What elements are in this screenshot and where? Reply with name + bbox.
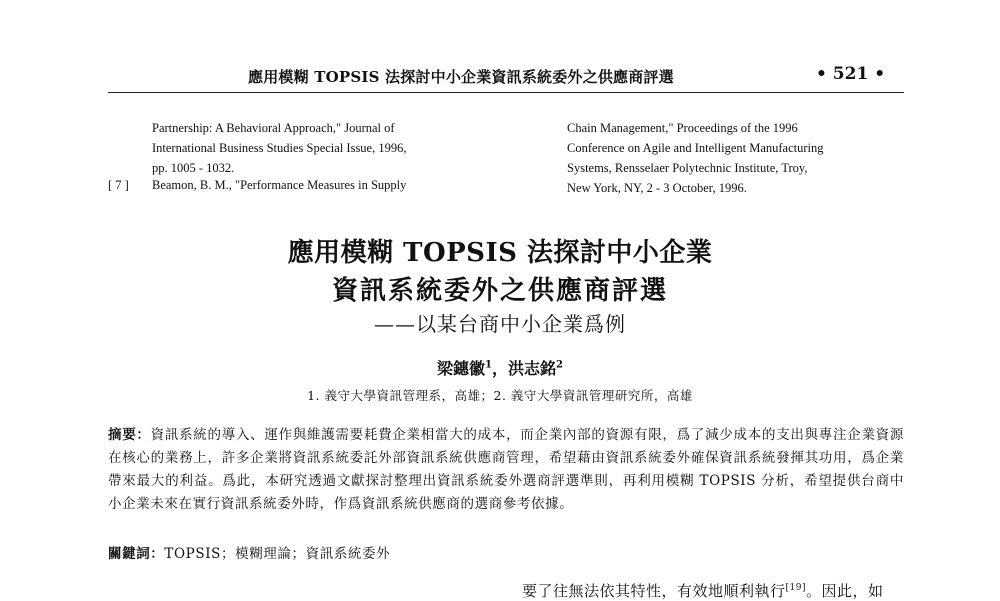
- author-name: 洪志銘: [508, 359, 557, 378]
- paper-title-line-1: 應用模糊 TOPSIS 法探討中小企業: [287, 238, 713, 268]
- author-affiliation-mark: 2: [556, 359, 563, 371]
- reference-line: Chain Management," Proceedings of the 1996: [567, 121, 798, 135]
- body-text: 要了往無法依其特性，有效地順利執行: [522, 582, 786, 600]
- author-list: [0, 356, 1000, 379]
- author-separator: ，: [491, 359, 508, 378]
- abstract-text: 資訊系統的導入、運作與維護需要耗費企業相當大的成本，而企業內部的資源有限，爲了減少成本的支出與專注企業資源在核心的業務上，許多企業將資訊系統委託外部資訊系統供應商管理，希望藉由資訊系統委外確保資訊系統發揮其功用，爲企業帶來最大的利益。爲此，本研究透過文獻探討整理出資訊系統委外選商評選準則，再利用模糊 TOPSIS 分析，希望提供台商中小企業未來在實行資訊系統委外時，作爲資訊系統供應商的選商參考依據。: [108, 427, 904, 512]
- body-text-fragment: [522, 580, 884, 601]
- header-rule: [108, 92, 904, 93]
- reference-7-text: Beamon, B. M., "Performance Measures in Supply: [152, 178, 407, 192]
- keywords: [108, 542, 390, 562]
- body-text-tail: 。因此，如: [806, 582, 884, 600]
- page-number: • 521 •: [816, 64, 886, 84]
- reference-line: New York, NY, 2 - 3 October, 1996.: [567, 181, 747, 195]
- paper-subtitle: ——以某台商中小企業爲例: [374, 312, 626, 336]
- abstract: [108, 424, 904, 516]
- author-affiliation-mark: 1: [485, 359, 492, 371]
- reference-line: Partnership: A Behavioral Approach," Journal of: [152, 121, 395, 135]
- running-header-title: 應用模糊 TOPSIS 法探討中小企業資訊系統委外之供應商評選: [248, 68, 674, 86]
- citation-mark: [19]: [785, 583, 806, 593]
- abstract-label: 摘要：: [108, 427, 151, 443]
- reference-7-number: [ 7 ]: [108, 178, 129, 192]
- reference-line: pp. 1005 - 1032.: [152, 161, 235, 175]
- affiliations: 1. 義守大學資訊管理系，高雄；2. 義守大學資訊管理研究所，高雄: [307, 388, 693, 403]
- reference-right-column: [567, 118, 824, 198]
- author-name: 梁鏸徽: [437, 359, 486, 378]
- reference-line: Conference on Agile and Intelligent Manufacturing: [567, 141, 824, 155]
- reference-line: Systems, Rensselaer Polytechnic Institute, Troy,: [567, 161, 808, 175]
- keywords-label: 關鍵詞：: [108, 546, 165, 562]
- reference-left-column: [152, 118, 406, 178]
- reference-line: International Business Studies Special Issue, 1996,: [152, 141, 407, 155]
- keywords-text: TOPSIS；模糊理論；資訊系統委外: [164, 546, 391, 562]
- paper-title-line-2: 資訊系統委外之供應商評選: [331, 276, 668, 306]
